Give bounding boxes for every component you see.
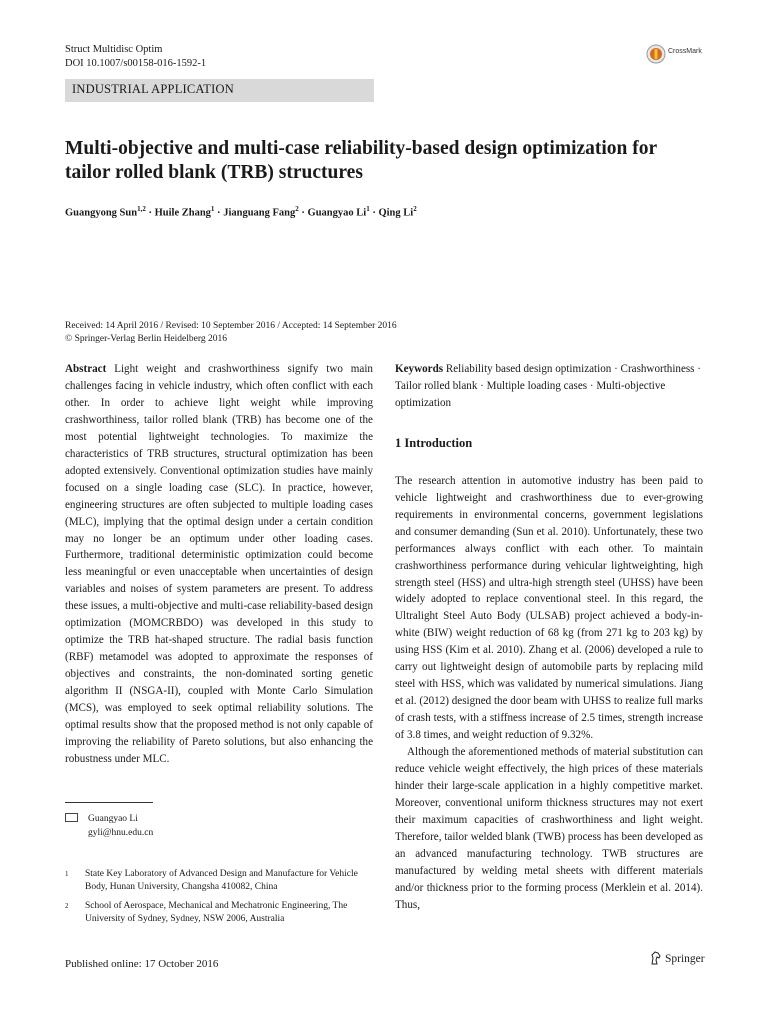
crossmark-badge[interactable] bbox=[646, 44, 700, 64]
footnote-divider bbox=[65, 802, 153, 803]
crossmark-icon bbox=[646, 44, 666, 64]
affiliation-number: 1 bbox=[65, 870, 69, 878]
springer-horse-icon bbox=[650, 951, 662, 965]
author-affil: 2 bbox=[295, 205, 299, 213]
category-label: INDUSTRIAL APPLICATION bbox=[72, 82, 234, 96]
publisher-name: Springer bbox=[665, 953, 705, 965]
journal-name: Struct Multidisc Optim bbox=[65, 44, 163, 55]
category-banner bbox=[65, 79, 374, 102]
crossmark-label: CrossMark bbox=[668, 48, 702, 55]
keywords-block bbox=[395, 361, 703, 412]
journal-header bbox=[65, 43, 206, 71]
author-affil: 1,2 bbox=[137, 205, 146, 213]
author-affil: 1 bbox=[210, 205, 215, 213]
author-affil: 2 bbox=[413, 205, 417, 213]
abstract-block bbox=[65, 361, 373, 768]
corresponding-author: Guangyao Li bbox=[88, 814, 138, 824]
section-heading: 1 Introduction bbox=[395, 435, 473, 450]
keywords-label: Keywords bbox=[395, 363, 444, 375]
affiliation bbox=[65, 900, 375, 928]
author-affil: 1 bbox=[366, 205, 370, 213]
author-list: Guangyong Sun$^{1,2}$ · Huile Zhang$^1$ · Jianguang Fang$^2$ · Guangyao $Li^1$ · Qing Li$^2$ bbox=[65, 205, 417, 219]
paper-title: Multi-objective and multi-case reliability-based design optimization for tailor rolled blank (TRB) structures bbox=[65, 138, 657, 183]
affiliation bbox=[65, 868, 375, 896]
author-name[interactable]: Guangyao Li bbox=[307, 207, 367, 219]
abstract-text: Light weight and crashworthiness signify two main challenges facing in vehicle industry, which often conflict with each other. In order to achieve light weight while improving crashworthiness, tailor rolled blank (TRB) has become one of the most potential lightweight technologies. To maximize the characteristics of TRB structures, structural optimization has been adopted extensively. Conventional optimization studies have mainly focused on a single loading case (SLC). In practice, however, engineering structures are often subjected to multiple loading cases (MLC), implying that the optimal design under a certain condition may no longer be an optimum under other loading cases. Furthermore, traditional deterministic optimization could become less meaningful or even unacceptable when uncertainties of design variables and noises of system parameters are present. To address these issues, a multi-objective and multi-case reliability-based design optimization (MOMCRBDO) was developed in this study to optimize the TRB hat-shaped structure. The radial basis function (RBF) metamodel was adopted to approximate the responses of objectives and constraints, the non-dominated sorting genetic algorithm II (NSGA-II), coupled with Monte Carlo Simulation (MCS), was employed to seek optimal reliability solutions. The optimal results show that the proposed method is not only capable of improving the reliability of Pareto solutions, but also enhancing the robustness under MLC. bbox=[65, 363, 373, 765]
intro-paragraph: Although the aforementioned methods of material substitution can reduce vehicle weight effectively, the high prices of these materials hinder their large-scale application in a highly competitive market. Moreover, conventional uniform thickness structures may not exert their maximum capacities of crashworthiness and light weight. Therefore, tailor welded blank (TWB) process has been developed as an advanced manufacturing technology. TWB structures are manufactured by welding metal sheets with different materials and/or thickness prior to the forming process (Merklein et al. 2014). Thus, bbox=[395, 746, 703, 911]
author-name[interactable]: Guangyong Sun bbox=[65, 207, 138, 219]
correspondence bbox=[65, 812, 153, 840]
copyright-line: © Springer-Verlag Berlin Heidelberg 2016 bbox=[65, 334, 227, 344]
author-name[interactable]: Qing Li bbox=[378, 207, 414, 219]
author-name[interactable]: Huile Zhang bbox=[154, 207, 211, 219]
dates-line: Received: 14 April 2016 / Revised: 10 September 2016 / Accepted: 14 September 2016 bbox=[65, 321, 397, 331]
intro-paragraph: The research attention in automotive industry has been paid to vehicle lightweight and crashworthiness due to ever-growing requirements in environmental concerns, government legislations and consumer demanding (Sun et al. 2010). Unfortunately, these two performances always conflict with each other. To maintain crashworthiness performance during vehicular lightweighting, high strength steel (HSS) and ultra-high strength steel (UHSS) have been widely adopted to replace conventional steel. In this regard, the Ultralight Steel Auto Body (ULSAB) project achieved a body-in-white (BIW) weight reduction of 68 kg (from 271 kg to 203 kg) by using HSS (Kim et al. 2010). Zhang et al. (2006) developed a rule to carry out lightweight design of automobile parts by replacing mild steel with HSS, which was validated by numerical simulations. Jiang et al. (2012) designed the door beam with UHSS to realize full marks of crash tests, with a stiffness increase of 2.5 times, strength increase of 3.8 times, and weight reduction of 9.32%. bbox=[395, 474, 703, 742]
keywords-text: Reliability based design optimization · Crashworthiness · Tailor rolled blank · Multiple loading cases · Multi-objective optimization bbox=[395, 363, 701, 409]
introduction-body bbox=[395, 473, 703, 914]
doi[interactable]: DOI 10.1007/s00158-016-1592-1 bbox=[65, 58, 207, 69]
article-history bbox=[65, 320, 465, 346]
envelope-icon bbox=[65, 813, 78, 822]
publisher-logo bbox=[650, 951, 705, 965]
affiliation-text: School of Aerospace, Mechanical and Mechatronic Engineering, The University of Sydney, Sydney, NSW 2006, Australia bbox=[85, 901, 348, 924]
abstract-label: Abstract bbox=[65, 363, 107, 375]
affiliation-number: 2 bbox=[65, 902, 69, 910]
corresponding-email[interactable]: gyli@hnu.edu.cn bbox=[88, 828, 154, 838]
author-name[interactable]: Jianguang Fang bbox=[223, 207, 296, 219]
right-column bbox=[395, 361, 703, 914]
published-date: Published online: 17 October 2016 bbox=[65, 958, 219, 970]
affiliation-text: State Key Laboratory of Advanced Design and Manufacture for Vehicle Body, Hunan University, Changsha 410082, China bbox=[85, 869, 358, 892]
